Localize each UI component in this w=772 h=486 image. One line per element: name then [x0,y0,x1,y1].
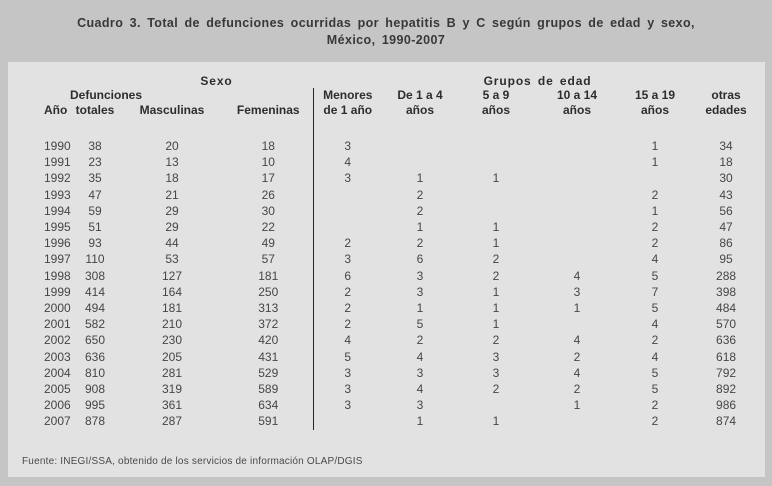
cell: 582 [84,317,106,332]
cell: 29 [165,203,179,218]
table-row [20,235,762,251]
cell: 5 [651,268,659,283]
cell: 1 [492,301,500,316]
cell: 892 [716,382,737,397]
column-header-otras-edades [690,88,762,138]
cell: 589 [258,382,279,397]
table-title [0,15,772,49]
cell: 494 [84,301,106,316]
cell: 287 [161,414,183,429]
cell: 4 [313,154,382,170]
cell: 1 [492,220,500,235]
cell: 1998 [44,268,71,283]
cell: 30 [719,171,733,186]
cell [458,187,534,203]
cell: 86 [719,236,733,251]
group-header-sexo: Sexo [200,74,233,88]
cell [534,154,620,170]
cell: 4 [573,365,581,380]
cell [534,316,620,332]
cell: 361 [161,398,183,413]
cell: 874 [716,414,737,429]
cell: 2000 [44,301,71,316]
cell: 414 [84,284,106,299]
cell: 3 [492,365,500,380]
cell: 5 [651,301,659,316]
cell: 1 [416,171,424,186]
table-body [20,138,762,430]
cell: 18 [165,171,179,186]
table-row [20,251,762,267]
cell: 398 [716,284,737,299]
column-header-totales [70,88,143,138]
cell [313,413,382,429]
cell: 35 [88,171,102,186]
cell: 1996 [44,236,71,251]
table-row [20,154,762,170]
cell: 995 [84,398,106,413]
group-header-spacer [20,72,120,88]
cell: 43 [719,187,733,202]
cell: 22 [261,220,275,235]
cell: 6 [313,268,382,284]
header-line: edades [705,103,747,117]
cell: 4 [313,332,382,348]
cell: 18 [719,155,733,170]
header-line: otras [711,88,741,102]
table-row [20,203,762,219]
cell: 210 [161,317,183,332]
cell [382,138,458,154]
header-line [44,88,70,103]
cell: 13 [165,155,179,170]
cell: 2 [573,349,581,364]
cell: 420 [258,333,279,348]
cell: 2 [492,382,500,397]
table-header [20,72,762,138]
cell: 110 [85,252,105,267]
cell: 2 [313,300,382,316]
cell: 20 [165,139,179,153]
cell: 2 [492,252,500,267]
cell: 2 [416,333,424,348]
cell: 3 [492,349,500,364]
table-row [20,284,762,300]
header-line: 5 a 9 [482,88,510,102]
cell: 1997 [44,252,71,267]
cell: 7 [651,284,659,299]
cell: 636 [84,349,106,364]
cell: 2 [313,316,382,332]
cell: 127 [161,268,183,283]
cell: 810 [84,365,106,380]
cell: 51 [88,220,102,235]
cell: 59 [88,203,102,218]
cell: 908 [84,382,106,397]
cell: 4 [651,317,659,332]
cell: 1991 [44,155,71,170]
cell: 21 [165,187,179,202]
cell: 878 [84,414,106,429]
cell: 4 [651,349,659,364]
cell [620,170,690,186]
cell: 308 [84,268,106,283]
cell: 2002 [44,333,71,348]
cell: 18 [261,139,275,153]
cell: 205 [161,349,183,364]
cell: 1992 [44,171,71,186]
cell [534,219,620,235]
cell: 181 [161,301,183,316]
cell: 2 [651,414,659,429]
header-line: años [406,103,435,117]
cell: 29 [165,220,179,235]
cell: 26 [261,187,275,202]
cell: 3 [416,268,424,283]
cell: 5 [416,317,424,332]
cell: 1 [651,203,659,218]
cell: 56 [719,203,733,218]
cell: 2 [651,236,659,251]
cell [458,203,534,219]
cell: 372 [258,317,279,332]
cell [534,235,620,251]
cell [382,154,458,170]
cell: 2 [651,333,659,348]
cell: 1 [651,155,659,170]
title-line-1: Cuadro 3. Total de defunciones ocurridas por hepatitis B y C según grupos de edad y sexo, [77,16,695,30]
cell: 986 [716,398,737,413]
cell: 49 [261,236,275,251]
cell [534,413,620,429]
cell: 164 [161,284,183,299]
cell: 1 [492,171,500,186]
column-header-row [20,88,762,138]
cell [313,219,382,235]
cell: 3 [313,397,382,413]
cell: 484 [716,301,737,316]
cell: 591 [258,414,279,429]
cell: 34 [719,139,733,153]
cell: 2005 [44,382,71,397]
cell: 792 [716,365,737,380]
table-row [20,316,762,332]
table-row [20,397,762,413]
cell: 2 [492,333,500,348]
table-row [20,349,762,365]
cell: 47 [88,187,102,202]
cell: 1999 [44,284,71,299]
cell [313,203,382,219]
table-row [20,138,762,154]
table-panel [8,62,765,477]
cell: 57 [261,252,275,267]
cell: 2 [651,220,659,235]
cell: 570 [716,317,737,332]
cell: 2004 [44,365,71,380]
header-line: Menores [323,88,373,102]
cell [458,138,534,154]
cell: 2 [313,235,382,251]
header-line: años [641,103,670,117]
header-line: Año [44,103,68,117]
cell: 2 [313,284,382,300]
cell: 1 [416,414,424,429]
cell: 636 [716,333,737,348]
table-row [20,332,762,348]
cell: 281 [161,365,183,380]
cell: 1993 [44,187,71,202]
cell: 650 [84,333,106,348]
cell: 2001 [44,317,71,332]
cell: 313 [258,301,279,316]
cell: 3 [416,365,424,380]
header-line: 15 a 19 [634,88,676,102]
column-header-5-a-9-anios [458,88,534,138]
header-line: de 1 año [323,103,373,117]
table-row [20,268,762,284]
cell [534,187,620,203]
cell: 4 [651,252,659,267]
cell [534,251,620,267]
header-line: años [482,103,511,117]
cell: 23 [88,155,102,170]
cell: 2006 [44,398,71,413]
table-row [20,365,762,381]
cell: 529 [258,365,279,380]
header-line: Masculinas [139,103,205,117]
cell: 1 [573,398,581,413]
cell: 3 [313,251,382,267]
cell: 181 [258,268,279,283]
table-row [20,170,762,186]
cell: 230 [161,333,183,348]
cell: 2 [416,187,424,202]
header-line: 10 a 14 [556,88,598,102]
cell: 1 [492,414,500,429]
table-row [20,187,762,203]
title-line-2: México, 1990-2007 [326,33,446,47]
cell: 618 [716,349,737,364]
header-line: De 1 a 4 [397,88,443,102]
cell: 3 [313,365,382,381]
cell: 3 [313,381,382,397]
cell: 2 [651,187,659,202]
cell: 288 [716,268,737,283]
column-header-de-1-a-4-anios [382,88,458,138]
cell: 3 [416,398,424,413]
table-row [20,381,762,397]
cell: 250 [258,284,279,299]
cell: 2007 [44,414,71,429]
table-row [20,300,762,316]
cell: 1990 [44,139,71,153]
cell: 17 [261,171,275,186]
cell: 4 [573,268,581,283]
cell: 2003 [44,349,71,364]
cell: 1995 [44,220,71,235]
table-row [20,219,762,235]
column-header-anio [20,88,70,138]
column-header-10-a-14-anios [534,88,620,138]
header-line: Defunciones [70,88,143,102]
cell [458,397,534,413]
table-row [20,413,762,429]
cell: 1 [492,317,500,332]
cell: 3 [573,284,581,299]
cell: 53 [165,252,179,267]
cell: 1 [492,236,500,251]
cell: 95 [719,252,733,267]
cell: 4 [573,333,581,348]
cell: 5 [651,382,659,397]
cell: 3 [416,284,424,299]
cell: 30 [261,203,275,218]
cell: 2 [416,236,424,251]
cell [458,154,534,170]
cell: 1994 [44,203,71,218]
cell: 1 [492,284,500,299]
column-header-15-a-19-anios [620,88,690,138]
group-header-row [20,72,762,88]
cell: 6 [416,252,424,267]
group-header-grupos-de-edad: Grupos de edad [483,74,592,88]
data-table [20,72,762,430]
header-line: Femeninas [236,103,300,117]
cell [313,187,382,203]
cell: 44 [165,236,179,251]
cell [534,203,620,219]
header-line: años [563,103,592,117]
cell: 1 [416,220,424,235]
cell: 634 [258,398,279,413]
cell: 431 [258,349,279,364]
column-header-menores-de-1-anio [313,88,382,138]
cell [534,138,620,154]
cell: 3 [313,138,382,154]
cell: 1 [573,301,581,316]
cell: 3 [313,170,382,186]
header-line [224,88,313,103]
cell: 1 [651,139,659,153]
cell: 319 [161,382,183,397]
cell: 93 [88,236,102,251]
cell: 4 [416,349,424,364]
cell: 2 [573,382,581,397]
cell: 2 [492,268,500,283]
cell: 38 [88,139,102,153]
cell: 2 [651,398,659,413]
cell: 2 [416,203,424,218]
cell: 5 [313,349,382,365]
cell: 1 [416,301,424,316]
cell [534,170,620,186]
source-note: Fuente: INEGI/SSA, obtenido de los servicios de información OLAP/DGIS [22,455,363,467]
cell: 47 [719,220,733,235]
cell: 5 [651,365,659,380]
header-line: totales [75,103,115,117]
cell: 4 [416,382,424,397]
column-header-femeninas [224,88,313,138]
cell: 10 [261,155,275,170]
